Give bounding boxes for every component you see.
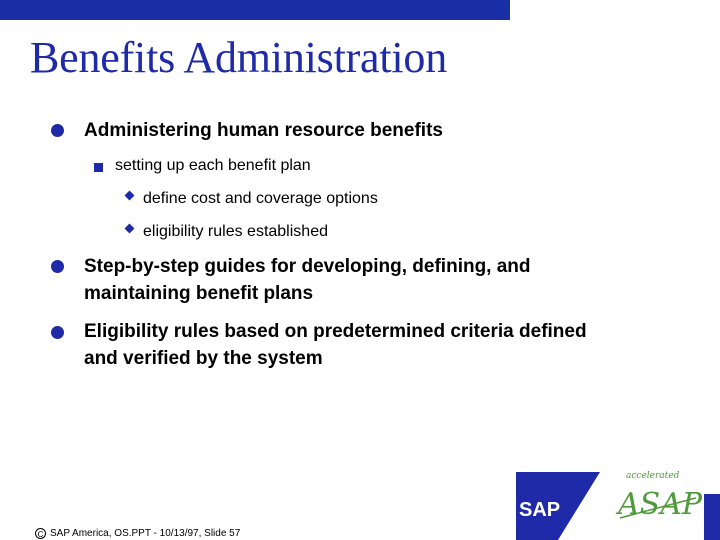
slide-title: Benefits Administration (30, 33, 448, 82)
copyright-icon: C (35, 528, 46, 539)
sub-sub-bullet-1-text: define cost and coverage options (143, 190, 378, 207)
slide-footer (35, 528, 240, 540)
sap-logo-text: SAP (519, 499, 561, 521)
sub-sub-bullet-2-text: eligibility rules established (143, 223, 328, 240)
asap-logo-text: ASAP (618, 487, 702, 522)
sap-logo (514, 468, 604, 540)
bullet-3-line-2: and verified by the system (84, 348, 323, 369)
bullet-dot-icon (51, 326, 64, 339)
bullet-3-line-1: Eligibility rules based on predetermined criteria defined (84, 321, 587, 342)
bullet-square-icon (94, 163, 103, 172)
bullet-2-line-1: Step-by-step guides for developing, defining, and (84, 256, 531, 277)
asap-tagline: accelerated (626, 471, 680, 481)
bullet-dot-icon (51, 260, 64, 273)
asap-logo (612, 468, 702, 528)
bullet-diamond-icon (125, 224, 135, 234)
corner-block (704, 494, 720, 540)
bullet-1-text: Administering human resource benefits (84, 120, 443, 141)
bullet-diamond-icon (125, 191, 135, 201)
sub-bullet-1-text: setting up each benefit plan (115, 157, 311, 174)
bullet-2-line-2: maintaining benefit plans (84, 283, 314, 304)
footer-text: SAP America, OS.PPT - 10/13/97, Slide 57 (50, 528, 241, 539)
bullet-dot-icon (51, 124, 64, 137)
top-color-bar (0, 0, 510, 20)
